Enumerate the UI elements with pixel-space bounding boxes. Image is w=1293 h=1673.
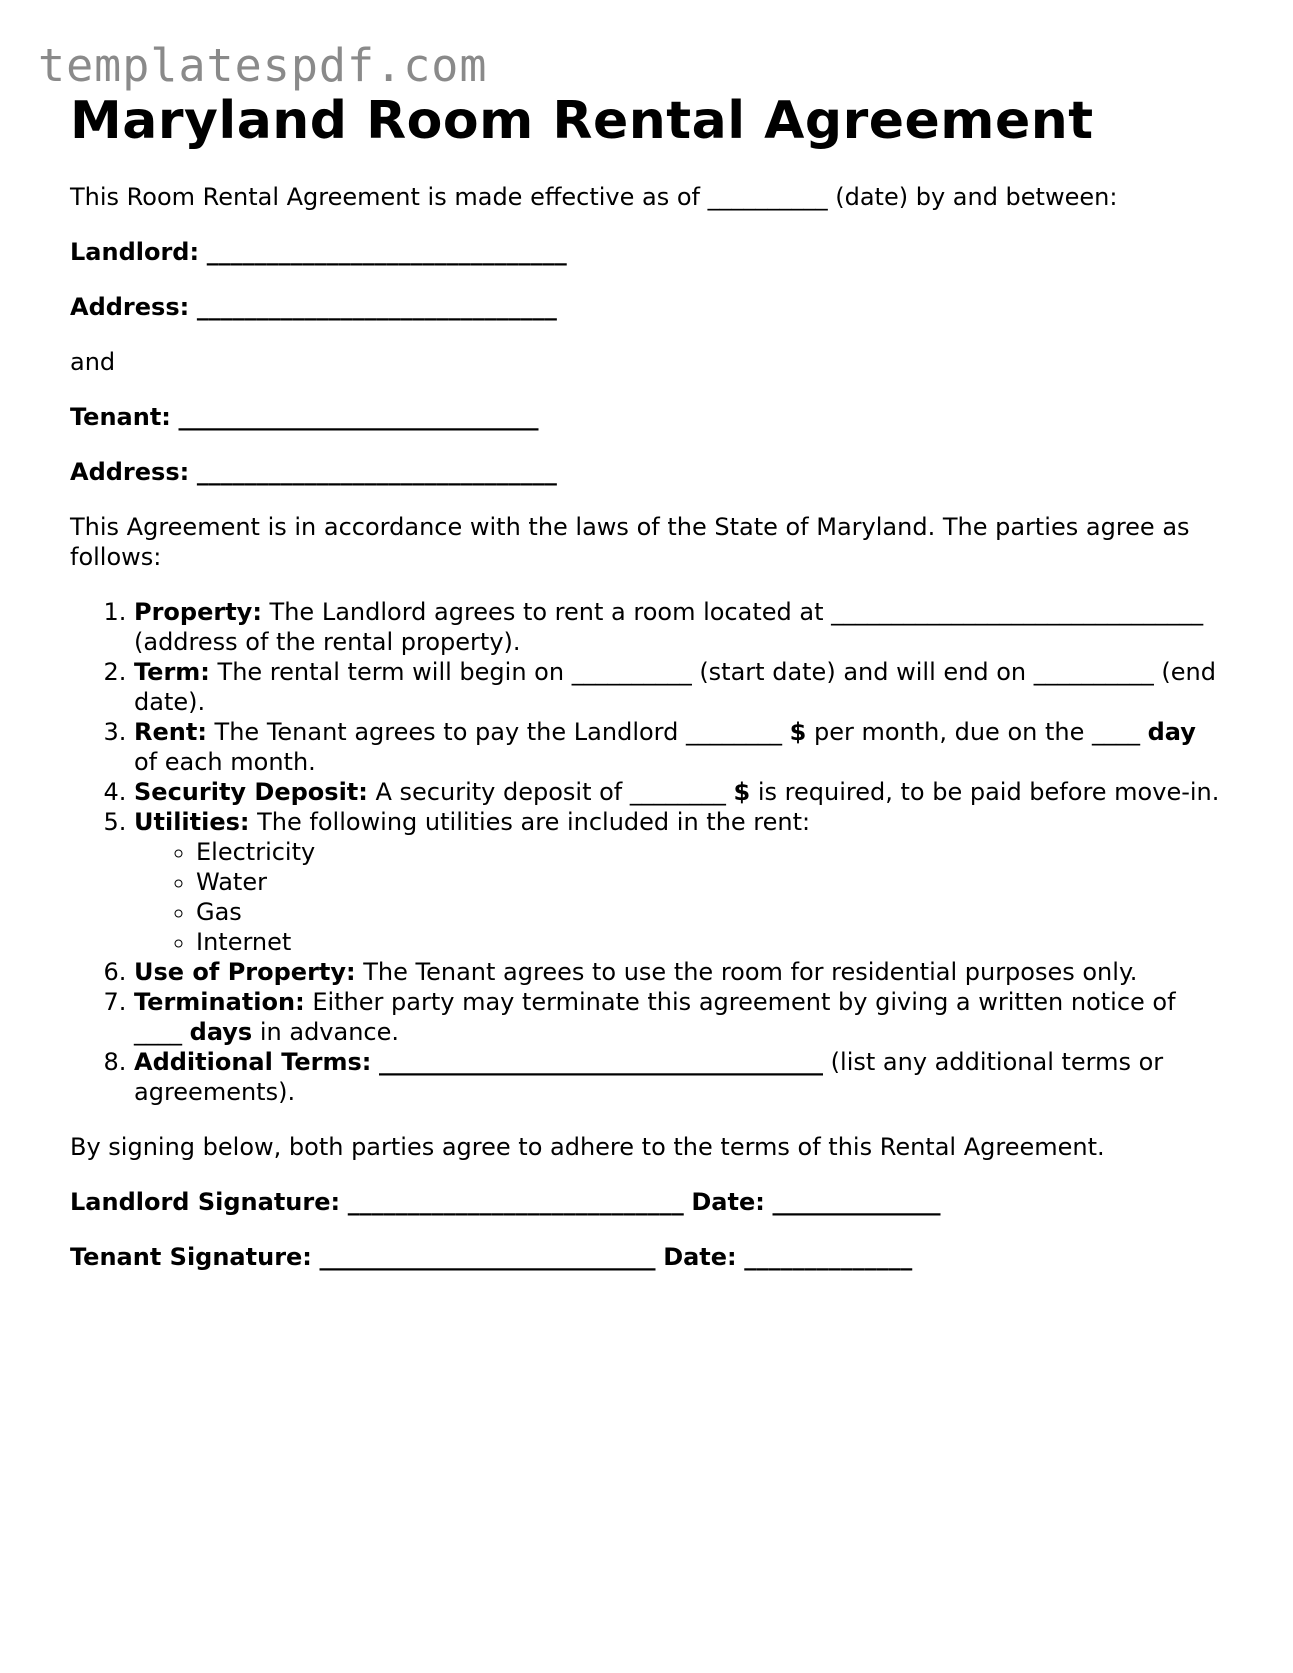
termination-days-label: days	[189, 1018, 253, 1046]
term-property	[134, 597, 1220, 657]
effective-date-blank[interactable]: __________	[707, 183, 828, 211]
rent-due-day-blank[interactable]: ____	[1091, 718, 1140, 746]
terms-list	[70, 597, 1220, 1107]
watermark: templatespdf.com	[38, 39, 488, 92]
term-use-of-property	[134, 957, 1220, 987]
rent-day-label: day	[1147, 718, 1196, 746]
termination-text: Either party may terminate this agreement by giving a written notice of	[304, 988, 1176, 1016]
property-text-after: (address of the rental property).	[134, 628, 521, 656]
landlord-address-label: Address:	[70, 293, 190, 321]
term-term	[134, 657, 1220, 717]
landlord-signature-label: Landlord Signature:	[70, 1188, 341, 1216]
utilities-text: The following utilities are included in the rent:	[249, 808, 811, 836]
landlord-signature-blank[interactable]: ____________________________	[347, 1188, 684, 1216]
intro-paragraph	[70, 182, 1220, 212]
rent-currency: $	[789, 718, 807, 746]
closing-paragraph: By signing below, both parties agree to adhere to the terms of this Rental Agreement.	[70, 1133, 1105, 1161]
intro-text-before: This Room Rental Agreement is made effective as of	[70, 183, 708, 211]
term-additional	[134, 1047, 1220, 1107]
utility-item: ◦ Gas	[196, 897, 1220, 927]
rent-label: Rent:	[134, 718, 207, 746]
intro-text-after: (date) by and between:	[827, 183, 1118, 211]
property-label: Property:	[134, 598, 262, 626]
tenant-name-blank[interactable]: ______________________________	[178, 403, 539, 431]
termination-label: Termination:	[134, 988, 305, 1016]
term-text: The rental term will begin on	[209, 658, 572, 686]
tenant-address-label: Address:	[70, 458, 190, 486]
document-title: Maryland Room Rental Agreement	[70, 91, 1094, 151]
term-text-middle: (start date) and will end on	[691, 658, 1034, 686]
tenant-address-line	[70, 457, 1220, 487]
additional-text: (list any additional terms or agreements).	[134, 1048, 1164, 1106]
rent-text-middle: per month, due on the	[806, 718, 1092, 746]
landlord-date-label: Date:	[691, 1188, 765, 1216]
deposit-currency: $	[733, 778, 751, 806]
laws-paragraph: This Agreement is in accordance with the laws of the State of Maryland. The parties agree as follows:	[70, 513, 1190, 571]
document-page	[70, 88, 1220, 1272]
term-text-after: (end date).	[134, 658, 1216, 716]
deposit-text-after: is required, to be paid before move-in.	[750, 778, 1220, 806]
utility-item: ◦ Electricity	[196, 837, 1220, 867]
use-text: The Tenant agrees to use the room for residential purposes only.	[355, 958, 1138, 986]
utility-item: ◦ Water	[196, 867, 1220, 897]
rent-text-after: of each month.	[134, 748, 316, 776]
landlord-address-blank[interactable]: ______________________________	[196, 293, 557, 321]
tenant-date-label: Date:	[663, 1243, 737, 1271]
and-text: and	[70, 348, 116, 376]
landlord-line	[70, 237, 1220, 267]
utilities-list	[134, 837, 1220, 957]
landlord-signature-line	[70, 1187, 1220, 1217]
term-label: Term:	[134, 658, 210, 686]
additional-label: Additional Terms:	[134, 1048, 372, 1076]
additional-terms-blank[interactable]: _____________________________________	[379, 1048, 824, 1076]
term-rent	[134, 717, 1220, 777]
landlord-label: Landlord:	[70, 238, 200, 266]
tenant-line	[70, 402, 1220, 432]
rent-text: The Tenant agrees to pay the Landlord	[206, 718, 686, 746]
end-date-blank[interactable]: __________	[1033, 658, 1154, 686]
deposit-label: Security Deposit:	[134, 778, 368, 806]
tenant-signature-blank[interactable]: ____________________________	[319, 1243, 656, 1271]
term-security-deposit	[134, 777, 1220, 807]
landlord-address-line	[70, 292, 1220, 322]
use-label: Use of Property:	[134, 958, 356, 986]
tenant-address-blank[interactable]: ______________________________	[196, 458, 557, 486]
property-text: The Landlord agrees to rent a room located at	[261, 598, 832, 626]
property-address-blank[interactable]: _______________________________	[831, 598, 1204, 626]
deposit-amount-blank[interactable]: ________	[629, 778, 726, 806]
term-utilities	[134, 807, 1220, 957]
start-date-blank[interactable]: __________	[571, 658, 692, 686]
tenant-label: Tenant:	[70, 403, 171, 431]
term-termination	[134, 987, 1220, 1047]
tenant-signature-line	[70, 1242, 1220, 1272]
utility-item: ◦ Internet	[196, 927, 1220, 957]
landlord-date-blank[interactable]: ______________	[772, 1188, 941, 1216]
tenant-signature-label: Tenant Signature:	[70, 1243, 312, 1271]
notice-days-blank[interactable]: ____	[134, 1018, 182, 1046]
tenant-date-blank[interactable]: ______________	[744, 1243, 913, 1271]
landlord-name-blank[interactable]: ______________________________	[206, 238, 567, 266]
utilities-label: Utilities:	[134, 808, 250, 836]
deposit-text: A security deposit of	[367, 778, 630, 806]
rent-amount-blank[interactable]: ________	[685, 718, 782, 746]
termination-text-after: in advance.	[252, 1018, 400, 1046]
